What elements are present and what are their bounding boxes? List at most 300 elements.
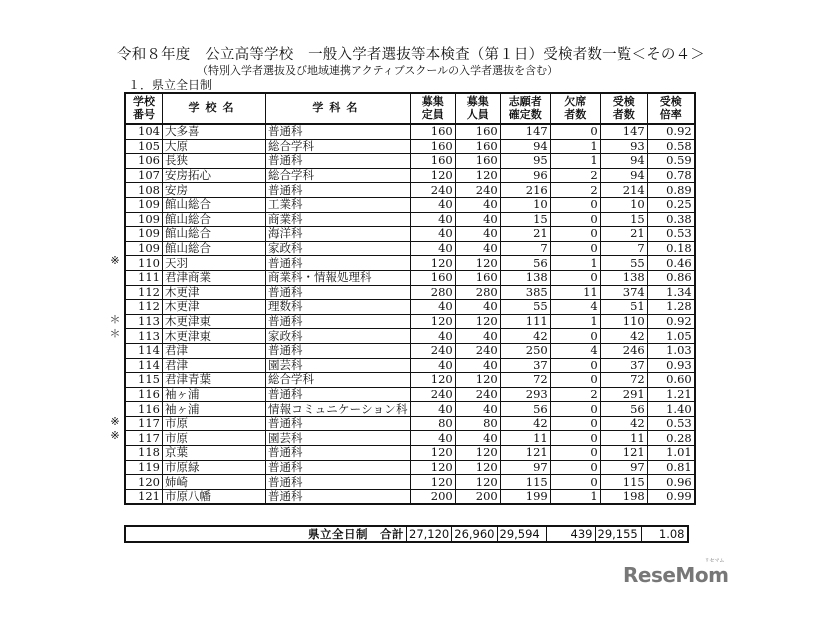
cell-department: 普通科	[266, 285, 411, 300]
table-row	[125, 402, 695, 417]
cell-school-number: 107	[125, 168, 163, 183]
cell-applicants: 15	[500, 212, 550, 227]
cell-ratio: 0.18	[647, 241, 695, 256]
cell-department: 総合学科	[266, 139, 411, 154]
cell-applicants: 55	[500, 300, 550, 315]
cell-absent: 2	[550, 387, 600, 402]
cell-department: 普通科	[266, 387, 411, 402]
cell-examinees: 15	[600, 212, 647, 227]
row-mark	[108, 123, 122, 138]
cell-applicants: 42	[500, 416, 550, 431]
cell-recruit: 240	[455, 387, 500, 402]
row-mark	[108, 269, 122, 284]
cell-school-number: 119	[125, 460, 163, 475]
cell-absent: 0	[550, 197, 600, 212]
cell-examinees: 51	[600, 300, 647, 315]
cell-applicants: 147	[500, 124, 550, 139]
cell-applicants: 94	[500, 139, 550, 154]
cell-school-number: 109	[125, 241, 163, 256]
cell-department: 普通科	[266, 183, 411, 198]
cell-school-name: 君津青葉	[163, 373, 266, 388]
cell-ratio: 1.05	[647, 329, 695, 344]
cell-ratio: 0.53	[647, 416, 695, 431]
cell-absent: 1	[550, 154, 600, 169]
cell-department: 普通科	[266, 416, 411, 431]
cell-capacity: 120	[410, 460, 455, 475]
cell-applicants: 10	[500, 197, 550, 212]
header-school-number: 学校 番号	[125, 93, 163, 124]
cell-capacity: 160	[410, 139, 455, 154]
table-row	[125, 256, 695, 271]
cell-examinees: 56	[600, 402, 647, 417]
cell-school-name: 館山総合	[163, 227, 266, 242]
cell-absent: 0	[550, 431, 600, 446]
cell-department: 海洋科	[266, 227, 411, 242]
header-department: 学科名	[266, 93, 411, 124]
cell-recruit: 120	[455, 314, 500, 329]
cell-examinees: 7	[600, 241, 647, 256]
table-row	[125, 270, 695, 285]
cell-school-number: 110	[125, 256, 163, 271]
cell-ratio: 0.96	[647, 475, 695, 490]
cell-examinees: 94	[600, 154, 647, 169]
cell-examinees: 21	[600, 227, 647, 242]
cell-applicants: 121	[500, 446, 550, 461]
cell-examinees: 198	[600, 489, 647, 504]
cell-ratio: 1.21	[647, 387, 695, 402]
cell-capacity: 40	[410, 300, 455, 315]
cell-school-name: 君津商業	[163, 270, 266, 285]
cell-school-name: 木更津	[163, 300, 266, 315]
cell-school-name: 袖ヶ浦	[163, 387, 266, 402]
cell-recruit: 120	[455, 446, 500, 461]
cell-ratio: 0.25	[647, 197, 695, 212]
cell-recruit: 120	[455, 475, 500, 490]
table-row	[125, 475, 695, 490]
cell-school-name: 市原	[163, 416, 266, 431]
table-row	[125, 183, 695, 198]
cell-school-name: 館山総合	[163, 212, 266, 227]
header-ratio: 受検 倍率	[647, 93, 695, 124]
cell-examinees: 37	[600, 358, 647, 373]
cell-school-name: 市原	[163, 431, 266, 446]
row-mark	[108, 473, 122, 488]
cell-ratio: 0.59	[647, 154, 695, 169]
cell-department: 普通科	[266, 460, 411, 475]
cell-applicants: 95	[500, 154, 550, 169]
cell-school-number: 111	[125, 270, 163, 285]
row-marks-column	[108, 123, 122, 502]
row-mark: ＊	[109, 312, 121, 326]
cell-recruit: 120	[455, 373, 500, 388]
cell-absent: 1	[550, 489, 600, 504]
cell-absent: 1	[550, 139, 600, 154]
cell-applicants: 293	[500, 387, 550, 402]
cell-applicants: 115	[500, 475, 550, 490]
total-row	[125, 526, 688, 542]
section-heading: １．県立全日制	[128, 78, 213, 92]
cell-applicants: 11	[500, 431, 550, 446]
total-applicants: 29,594	[497, 526, 546, 542]
cell-absent: 4	[550, 343, 600, 358]
cell-examinees: 291	[600, 387, 647, 402]
cell-school-number: 120	[125, 475, 163, 490]
total-capacity: 27,120	[407, 526, 452, 542]
cell-applicants: 96	[500, 168, 550, 183]
cell-ratio: 1.34	[647, 285, 695, 300]
cell-examinees: 94	[600, 168, 647, 183]
cell-school-number: 116	[125, 402, 163, 417]
table-row	[125, 460, 695, 475]
cell-school-number: 116	[125, 387, 163, 402]
table-row	[125, 373, 695, 388]
cell-department: 総合学科	[266, 168, 411, 183]
cell-school-number: 108	[125, 183, 163, 198]
cell-capacity: 160	[410, 270, 455, 285]
row-mark	[108, 138, 122, 153]
row-mark	[108, 284, 122, 299]
header-absent: 欠席 者数	[550, 93, 600, 124]
cell-department: 総合学科	[266, 373, 411, 388]
row-mark	[108, 225, 122, 240]
total-row-table	[124, 525, 689, 543]
row-mark: ※	[110, 429, 120, 443]
cell-school-number: 117	[125, 431, 163, 446]
cell-capacity: 40	[410, 227, 455, 242]
cell-school-number: 109	[125, 227, 163, 242]
cell-recruit: 40	[455, 227, 500, 242]
cell-examinees: 138	[600, 270, 647, 285]
cell-department: 工業科	[266, 197, 411, 212]
cell-examinees: 42	[600, 416, 647, 431]
cell-school-number: 114	[125, 343, 163, 358]
resemom-watermark-logo: ReseMom リセマム	[623, 558, 729, 587]
cell-ratio: 0.99	[647, 489, 695, 504]
table-row	[125, 139, 695, 154]
table-row	[125, 431, 695, 446]
table-row	[125, 343, 695, 358]
cell-school-number: 117	[125, 416, 163, 431]
cell-department: 普通科	[266, 489, 411, 504]
cell-capacity: 240	[410, 387, 455, 402]
cell-absent: 1	[550, 256, 600, 271]
cell-school-name: 木更津東	[163, 314, 266, 329]
cell-ratio: 0.89	[647, 183, 695, 198]
cell-school-number: 105	[125, 139, 163, 154]
table-row	[125, 489, 695, 504]
row-mark	[108, 196, 122, 211]
cell-school-name: 市原八幡	[163, 489, 266, 504]
cell-school-number: 118	[125, 446, 163, 461]
cell-recruit: 240	[455, 183, 500, 198]
cell-capacity: 120	[410, 446, 455, 461]
cell-school-number: 106	[125, 154, 163, 169]
cell-applicants: 199	[500, 489, 550, 504]
table-row	[125, 241, 695, 256]
cell-ratio: 1.40	[647, 402, 695, 417]
cell-ratio: 0.92	[647, 314, 695, 329]
cell-ratio: 1.01	[647, 446, 695, 461]
cell-capacity: 40	[410, 358, 455, 373]
table-row	[125, 416, 695, 431]
cell-recruit: 40	[455, 329, 500, 344]
row-mark	[108, 444, 122, 459]
cell-capacity: 40	[410, 329, 455, 344]
total-absent: 439	[546, 526, 595, 542]
cell-recruit: 200	[455, 489, 500, 504]
cell-department: 普通科	[266, 475, 411, 490]
cell-examinees: 147	[600, 124, 647, 139]
row-mark	[108, 298, 122, 313]
cell-school-name: 安房	[163, 183, 266, 198]
row-mark: ※	[110, 414, 120, 428]
cell-absent: 0	[550, 373, 600, 388]
cell-school-name: 木更津	[163, 285, 266, 300]
cell-examinees: 214	[600, 183, 647, 198]
cell-absent: 0	[550, 475, 600, 490]
cell-ratio: 0.81	[647, 460, 695, 475]
cell-absent: 0	[550, 212, 600, 227]
cell-examinees: 246	[600, 343, 647, 358]
cell-school-number: 121	[125, 489, 163, 504]
cell-examinees: 11	[600, 431, 647, 446]
cell-department: 理数科	[266, 300, 411, 315]
cell-applicants: 97	[500, 460, 550, 475]
cell-absent: 0	[550, 270, 600, 285]
cell-capacity: 40	[410, 212, 455, 227]
cell-school-name: 大多喜	[163, 124, 266, 139]
cell-ratio: 1.28	[647, 300, 695, 315]
cell-absent: 0	[550, 358, 600, 373]
cell-school-name: 大原	[163, 139, 266, 154]
table-row	[125, 387, 695, 402]
cell-recruit: 120	[455, 168, 500, 183]
cell-ratio: 0.93	[647, 358, 695, 373]
cell-applicants: 21	[500, 227, 550, 242]
cell-examinees: 55	[600, 256, 647, 271]
cell-examinees: 374	[600, 285, 647, 300]
cell-school-name: 館山総合	[163, 241, 266, 256]
cell-recruit: 40	[455, 197, 500, 212]
cell-absent: 4	[550, 300, 600, 315]
cell-department: 家政科	[266, 241, 411, 256]
cell-capacity: 80	[410, 416, 455, 431]
cell-ratio: 0.86	[647, 270, 695, 285]
cell-absent: 0	[550, 446, 600, 461]
cell-examinees: 93	[600, 139, 647, 154]
cell-ratio: 0.38	[647, 212, 695, 227]
cell-school-name: 天羽	[163, 256, 266, 271]
total-ratio: 1.08	[641, 526, 688, 542]
cell-applicants: 42	[500, 329, 550, 344]
cell-school-number: 113	[125, 329, 163, 344]
cell-applicants: 7	[500, 241, 550, 256]
total-examinees: 29,155	[595, 526, 641, 542]
cell-capacity: 200	[410, 489, 455, 504]
cell-department: 園芸科	[266, 431, 411, 446]
cell-capacity: 160	[410, 154, 455, 169]
cell-school-number: 109	[125, 197, 163, 212]
cell-school-name: 京葉	[163, 446, 266, 461]
cell-school-name: 安房拓心	[163, 168, 266, 183]
row-mark	[108, 371, 122, 386]
cell-department: 園芸科	[266, 358, 411, 373]
cell-applicants: 138	[500, 270, 550, 285]
cell-capacity: 40	[410, 402, 455, 417]
cell-recruit: 160	[455, 270, 500, 285]
row-mark	[108, 181, 122, 196]
cell-recruit: 40	[455, 212, 500, 227]
cell-recruit: 40	[455, 300, 500, 315]
cell-department: 普通科	[266, 154, 411, 169]
cell-capacity: 160	[410, 124, 455, 139]
table-row	[125, 358, 695, 373]
cell-absent: 0	[550, 329, 600, 344]
cell-applicants: 385	[500, 285, 550, 300]
cell-recruit: 40	[455, 402, 500, 417]
cell-school-number: 113	[125, 314, 163, 329]
cell-department: 普通科	[266, 343, 411, 358]
table-row	[125, 329, 695, 344]
row-mark	[108, 240, 122, 255]
cell-absent: 0	[550, 227, 600, 242]
header-capacity: 募集 定員	[410, 93, 455, 124]
cell-recruit: 280	[455, 285, 500, 300]
cell-absent: 1	[550, 314, 600, 329]
cell-ratio: 0.58	[647, 139, 695, 154]
total-recruit: 26,960	[452, 526, 497, 542]
cell-school-name: 市原緑	[163, 460, 266, 475]
cell-ratio: 0.92	[647, 124, 695, 139]
cell-applicants: 37	[500, 358, 550, 373]
cell-department: 情報コミュニケーション科	[266, 402, 411, 417]
row-mark	[108, 386, 122, 401]
cell-applicants: 216	[500, 183, 550, 198]
cell-recruit: 160	[455, 124, 500, 139]
cell-capacity: 40	[410, 197, 455, 212]
cell-recruit: 160	[455, 139, 500, 154]
table-row	[125, 212, 695, 227]
cell-ratio: 0.60	[647, 373, 695, 388]
cell-capacity: 40	[410, 431, 455, 446]
row-mark: ＊	[109, 327, 121, 341]
cell-absent: 0	[550, 241, 600, 256]
cell-absent: 0	[550, 402, 600, 417]
cell-capacity: 40	[410, 241, 455, 256]
cell-applicants: 111	[500, 314, 550, 329]
cell-recruit: 120	[455, 460, 500, 475]
cell-capacity: 120	[410, 256, 455, 271]
cell-school-number: 109	[125, 212, 163, 227]
table-row	[125, 300, 695, 315]
cell-capacity: 120	[410, 373, 455, 388]
cell-examinees: 115	[600, 475, 647, 490]
row-mark	[108, 400, 122, 415]
cell-capacity: 120	[410, 314, 455, 329]
cell-capacity: 120	[410, 475, 455, 490]
cell-recruit: 240	[455, 343, 500, 358]
header-examinees: 受検 者数	[600, 93, 647, 124]
cell-school-name: 館山総合	[163, 197, 266, 212]
cell-department: 普通科	[266, 314, 411, 329]
row-mark	[108, 211, 122, 226]
cell-school-name: 君津	[163, 358, 266, 373]
row-mark	[108, 167, 122, 182]
cell-absent: 0	[550, 460, 600, 475]
cell-school-number: 112	[125, 285, 163, 300]
cell-recruit: 120	[455, 256, 500, 271]
cell-school-number: 114	[125, 358, 163, 373]
document-title: 令和８年度 公立高等学校 一般入学者選抜等本検査（第１日）受検者数一覧＜その４＞	[117, 47, 705, 63]
cell-examinees: 110	[600, 314, 647, 329]
cell-capacity: 240	[410, 343, 455, 358]
examinee-table	[124, 92, 696, 505]
cell-department: 普通科	[266, 256, 411, 271]
cell-recruit: 40	[455, 431, 500, 446]
cell-recruit: 40	[455, 358, 500, 373]
cell-absent: 0	[550, 124, 600, 139]
header-school-name: 学校名	[163, 93, 266, 124]
table-row	[125, 168, 695, 183]
cell-applicants: 56	[500, 256, 550, 271]
cell-recruit: 160	[455, 154, 500, 169]
cell-school-name: 袖ヶ浦	[163, 402, 266, 417]
header-applicants: 志願者 確定数	[500, 93, 550, 124]
cell-department: 家政科	[266, 329, 411, 344]
cell-ratio: 0.53	[647, 227, 695, 242]
cell-school-number: 112	[125, 300, 163, 315]
row-mark: ※	[110, 254, 120, 268]
table-row	[125, 285, 695, 300]
cell-applicants: 250	[500, 343, 550, 358]
cell-applicants: 72	[500, 373, 550, 388]
cell-department: 商業科・情報処理科	[266, 270, 411, 285]
cell-ratio: 0.46	[647, 256, 695, 271]
cell-ratio: 0.78	[647, 168, 695, 183]
table-header-row	[125, 93, 695, 124]
cell-department: 商業科	[266, 212, 411, 227]
cell-department: 普通科	[266, 446, 411, 461]
cell-capacity: 240	[410, 183, 455, 198]
cell-capacity: 120	[410, 168, 455, 183]
row-mark	[108, 342, 122, 357]
table-row	[125, 197, 695, 212]
header-recruit: 募集 人員	[455, 93, 500, 124]
cell-ratio: 0.28	[647, 431, 695, 446]
cell-examinees: 42	[600, 329, 647, 344]
total-label: 県立全日制 合計	[125, 526, 407, 542]
cell-examinees: 72	[600, 373, 647, 388]
cell-examinees: 121	[600, 446, 647, 461]
cell-school-number: 104	[125, 124, 163, 139]
cell-absent: 2	[550, 168, 600, 183]
cell-recruit: 80	[455, 416, 500, 431]
row-mark	[108, 152, 122, 167]
cell-applicants: 56	[500, 402, 550, 417]
cell-examinees: 97	[600, 460, 647, 475]
table-row	[125, 227, 695, 242]
cell-ratio: 1.03	[647, 343, 695, 358]
table-row	[125, 154, 695, 169]
document-subtitle: （特別入学者選抜及び地域連携アクティブスクールの入学者選抜を含む）	[197, 64, 559, 77]
table-row	[125, 124, 695, 139]
cell-school-name: 長狭	[163, 154, 266, 169]
cell-absent: 2	[550, 183, 600, 198]
cell-school-name: 木更津東	[163, 329, 266, 344]
cell-examinees: 10	[600, 197, 647, 212]
row-mark	[108, 459, 122, 474]
cell-department: 普通科	[266, 124, 411, 139]
